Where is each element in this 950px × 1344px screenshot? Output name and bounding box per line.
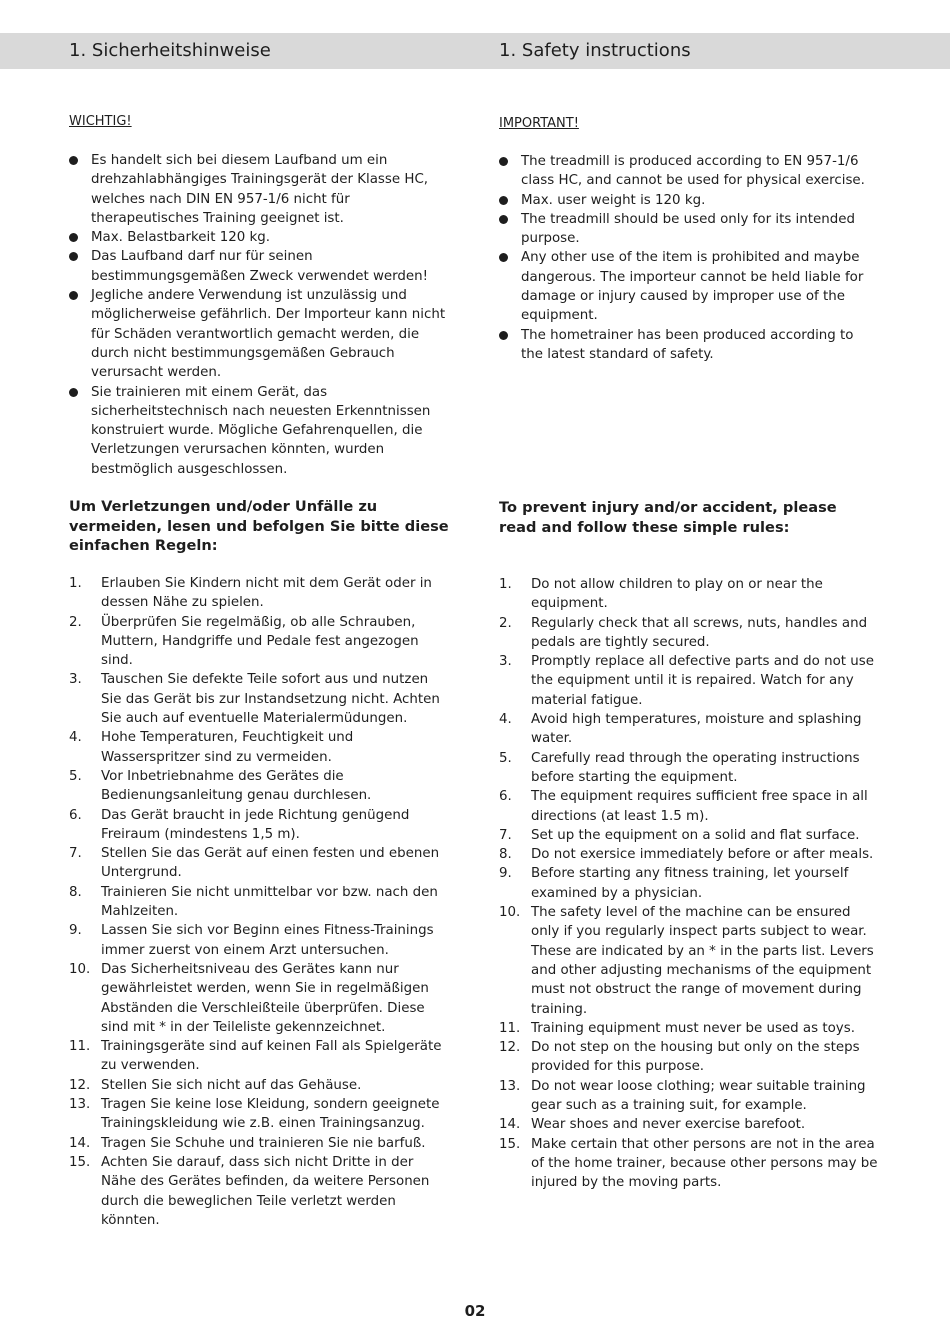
rule-item [69, 728, 449, 767]
rule-item [499, 1115, 879, 1134]
bullet-text: Max. Belastbarkeit 120 kg. [91, 230, 271, 246]
bullet-text: The treadmill should be used only for its intended purpose. [521, 211, 855, 247]
rule-item [69, 1153, 449, 1230]
rule-number: 1. [499, 577, 512, 592]
rule-text: Tauschen Sie defekte Teile sofort aus und nutzen Sie das Gerät bis zur Instandsetzung nicht. Achten Sie auch auf eventuelle Materialermüdungen. [101, 672, 440, 727]
bullet-text: Any other use of the item is prohibited and maybe dangerous. The importeur cannot be held liable for damage or injury caused by improper use of the equipment. [521, 250, 864, 324]
rule-number: 8. [69, 884, 82, 900]
rule-item [69, 1095, 449, 1134]
rule-text: Do not allow children to play on or near the equipment. [531, 577, 823, 612]
rule-text: Tragen Sie Schuhe und trainieren Sie nie barfuß. [101, 1135, 426, 1151]
rule-number: 8. [499, 847, 512, 863]
page-number: 02 [464, 1302, 486, 1320]
rules-list-english [499, 575, 879, 1193]
rule-text: Wear shoes and never exercise barefoot. [531, 1117, 806, 1133]
rule-number: 10. [499, 905, 521, 921]
rule-item [499, 845, 879, 864]
rule-number: 14. [499, 1117, 521, 1133]
rule-text: Make certain that other persons are not in the area of the home trainer, because other persons may be injured by the moving parts. [531, 1136, 878, 1191]
rule-text: Do not step on the housing but only on the steps provided for this purpose. [531, 1040, 860, 1075]
rule-item [69, 767, 449, 806]
rule-number: 1. [69, 576, 82, 591]
rule-number: 11. [499, 1020, 521, 1036]
rule-item [499, 903, 879, 1019]
rule-text: The safety level of the machine can be ensured only if you regularly inspect parts subject to wear. These are indicated by an * in the parts list. Levers and other adjusting mechanisms of the equipment must not obstruct the range of movement during training. [531, 905, 874, 1017]
rule-item [499, 1135, 879, 1193]
rule-text: Überprüfen Sie regelmäßig, ob alle Schrauben, Muttern, Handgriffe und Pedale fest angezogen sind. [101, 614, 419, 669]
bullet-dot-icon [499, 196, 508, 205]
rule-text: Tragen Sie keine lose Kleidung, sondern geeignete Trainingskleidung wie z.B. einen Trainingsanzug. [101, 1097, 440, 1132]
rule-item [499, 575, 879, 614]
rule-text: The equipment requires sufficient free space in all directions (at least 1.5 m). [531, 789, 868, 824]
rule-text: Stellen Sie sich nicht auf das Gehäuse. [101, 1077, 362, 1093]
rule-number: 7. [69, 846, 82, 862]
bullet-item [499, 326, 879, 365]
rule-item [69, 844, 449, 883]
rule-number: 15. [499, 1136, 521, 1152]
rule-item [499, 787, 879, 826]
rule-text: Das Gerät braucht in jede Richtung genügend Freiraum (mindestens 1,5 m). [101, 807, 410, 842]
rule-number: 9. [69, 923, 82, 939]
bullet-dot-icon [499, 253, 508, 262]
bullet-text: Sie trainieren mit einem Gerät, das sicherheitstechnisch nach neuesten Erkenntnissen konstruiert wurde. Mögliche Gefahrenquellen, die Verletzungen verursachen könnten, wurden bestmöglich ausgeschlossen. [91, 384, 431, 477]
bullet-dot-icon [69, 252, 78, 261]
rule-text: Das Sicherheitsniveau des Gerätes kann nur gewährleistet werden, wenn Sie in regelmäßigen Abständen die Verschleißteile überprüfen. Diese sind mit * in der Teileliste gekennzeichnet. [101, 961, 429, 1035]
rule-item [499, 1038, 879, 1077]
rule-number: 12. [69, 1077, 91, 1093]
rule-item [499, 826, 879, 845]
rule-text: Training equipment must never be used as toys. [531, 1020, 855, 1036]
rules-list-german [69, 574, 449, 1230]
rule-number: 10. [69, 961, 91, 977]
bullet-dot-icon [499, 215, 508, 224]
rule-number: 11. [69, 1039, 91, 1055]
rule-text: Promptly replace all defective parts and do not use the equipment until it is repaired. Watch for any material fatigue. [531, 654, 874, 708]
bullet-item [69, 151, 449, 228]
bullet-text: The treadmill is produced according to EN 957-1/6 class HC, and cannot be used for physical exercise. [521, 154, 865, 189]
bullet-list-english [499, 152, 879, 364]
rule-item [499, 614, 879, 653]
rule-text: Stellen Sie das Gerät auf einen festen und ebenen Untergrund. [101, 846, 440, 881]
bullet-dot-icon [499, 157, 508, 166]
rule-item [69, 921, 449, 960]
rule-number: 5. [69, 768, 82, 784]
rule-text: Regularly check that all screws, nuts, handles and pedals are tightly secured. [531, 615, 868, 650]
bullet-text: Das Laufband darf nur für seinen bestimmungsgemäßen Zweck verwendet werden! [91, 249, 429, 284]
rule-text: Do not exersice immediately before or after meals. [531, 847, 874, 863]
rule-item [69, 1037, 449, 1076]
bullet-text: Es handelt sich bei diesem Laufband um ein drehzahlabhängiges Trainingsgerät der Klasse HC, welches nach DIN EN 957-1/6 nicht für therapeutisches Training geeignet ist. [91, 153, 429, 226]
rule-item [499, 749, 879, 788]
bullet-text: The hometrainer has been produced according to the latest standard of safety. [521, 327, 854, 362]
rule-text: Trainingsgeräte sind auf keinen Fall als Spielgeräte zu verwenden. [101, 1039, 442, 1074]
bullet-item [69, 383, 449, 479]
bullet-item [69, 228, 449, 247]
rule-item [499, 710, 879, 749]
rule-item [69, 1134, 449, 1153]
bullet-item [69, 286, 449, 382]
bullet-text: Jegliche andere Verwendung ist unzulässig und möglicherweise gefährlich. Der Importeur kann nicht für Schäden verantwortlich gemacht werden, die durch nicht bestimmungsgemäßen Gebrauch verursacht werden. [91, 288, 446, 381]
rule-text: Hohe Temperaturen, Feuchtigkeit und Wasserspritzer sind zu vermeiden. [101, 730, 354, 765]
rule-item [69, 806, 449, 845]
rule-number: 14. [69, 1135, 91, 1151]
rule-text: Before starting any fitness training, let yourself examined by a physician. [531, 866, 849, 901]
bullet-dot-icon [69, 233, 78, 242]
rule-item [499, 1019, 879, 1038]
rule-item [499, 864, 879, 903]
rule-item [69, 1076, 449, 1095]
bullet-dot-icon [69, 291, 78, 300]
rule-text: Avoid high temperatures, moisture and splashing water. [531, 712, 862, 747]
rule-number: 6. [69, 807, 82, 823]
rule-text: Achten Sie darauf, dass sich nicht Dritte in der Nähe des Gerätes befinden, da weitere Personen durch die beweglichen Teile verletzt werden könnten. [101, 1154, 430, 1228]
rule-number: 15. [69, 1154, 91, 1170]
rule-number: 13. [69, 1097, 91, 1113]
bullet-text: Max. user weight is 120 kg. [521, 192, 706, 208]
rule-number: 12. [499, 1040, 521, 1056]
section-title-english: 1. Safety instructions [499, 40, 691, 61]
bullet-item [499, 210, 879, 249]
rule-number: 6. [499, 789, 512, 805]
rule-item [499, 1077, 879, 1116]
rule-item [69, 883, 449, 922]
rule-number: 4. [69, 730, 82, 746]
header-band [0, 33, 950, 69]
rule-item [69, 960, 449, 1037]
bullet-dot-icon [69, 156, 78, 165]
rule-number: 13. [499, 1078, 521, 1094]
bullet-item [69, 247, 449, 286]
rule-text: Lassen Sie sich vor Beginn eines Fitness-Trainings immer zuerst von einem Arzt untersuchen. [101, 923, 434, 958]
rule-item [499, 652, 879, 710]
rules-heading-german: Um Verletzungen und/oder Unfälle zu vermeiden, lesen und befolgen Sie bitte diese einfachen Regeln: [69, 498, 449, 554]
bullet-dot-icon [499, 331, 508, 340]
rule-number: 2. [69, 614, 82, 630]
bullet-dot-icon [69, 388, 78, 397]
rule-number: 3. [499, 654, 512, 670]
rule-text: Trainieren Sie nicht unmittelbar vor bzw. nach den Mahlzeiten. [101, 884, 438, 920]
rule-item [69, 613, 449, 671]
rule-number: 5. [499, 750, 512, 766]
rule-text: Carefully read through the operating instructions before starting the equipment. [531, 750, 860, 785]
bullet-item [499, 248, 879, 325]
rule-number: 7. [499, 827, 512, 843]
rule-text: Set up the equipment on a solid and flat surface. [531, 827, 860, 843]
important-label-english: IMPORTANT! [499, 116, 579, 131]
rule-text: Vor Inbetriebnahme des Gerätes die Bedienungsanleitung genau durchlesen. [101, 768, 372, 804]
bullet-list-german [69, 151, 449, 479]
rules-heading-english: To prevent injury and/or accident, please read and follow these simple rules: [499, 499, 837, 536]
rule-number: 9. [499, 866, 512, 882]
rule-number: 3. [69, 672, 82, 688]
section-title-german: 1. Sicherheitshinweise [69, 40, 271, 61]
important-label-german: WICHTIG! [69, 114, 132, 129]
rule-item [69, 574, 449, 613]
bullet-item [499, 191, 879, 210]
rule-number: 2. [499, 615, 512, 631]
rule-text: Erlauben Sie Kindern nicht mit dem Gerät oder in dessen Nähe zu spielen. [101, 576, 432, 611]
rule-number: 4. [499, 712, 512, 728]
rule-text: Do not wear loose clothing; wear suitable training gear such as a training suit, for example. [531, 1078, 866, 1114]
rule-item [69, 670, 449, 728]
bullet-item [499, 152, 879, 191]
